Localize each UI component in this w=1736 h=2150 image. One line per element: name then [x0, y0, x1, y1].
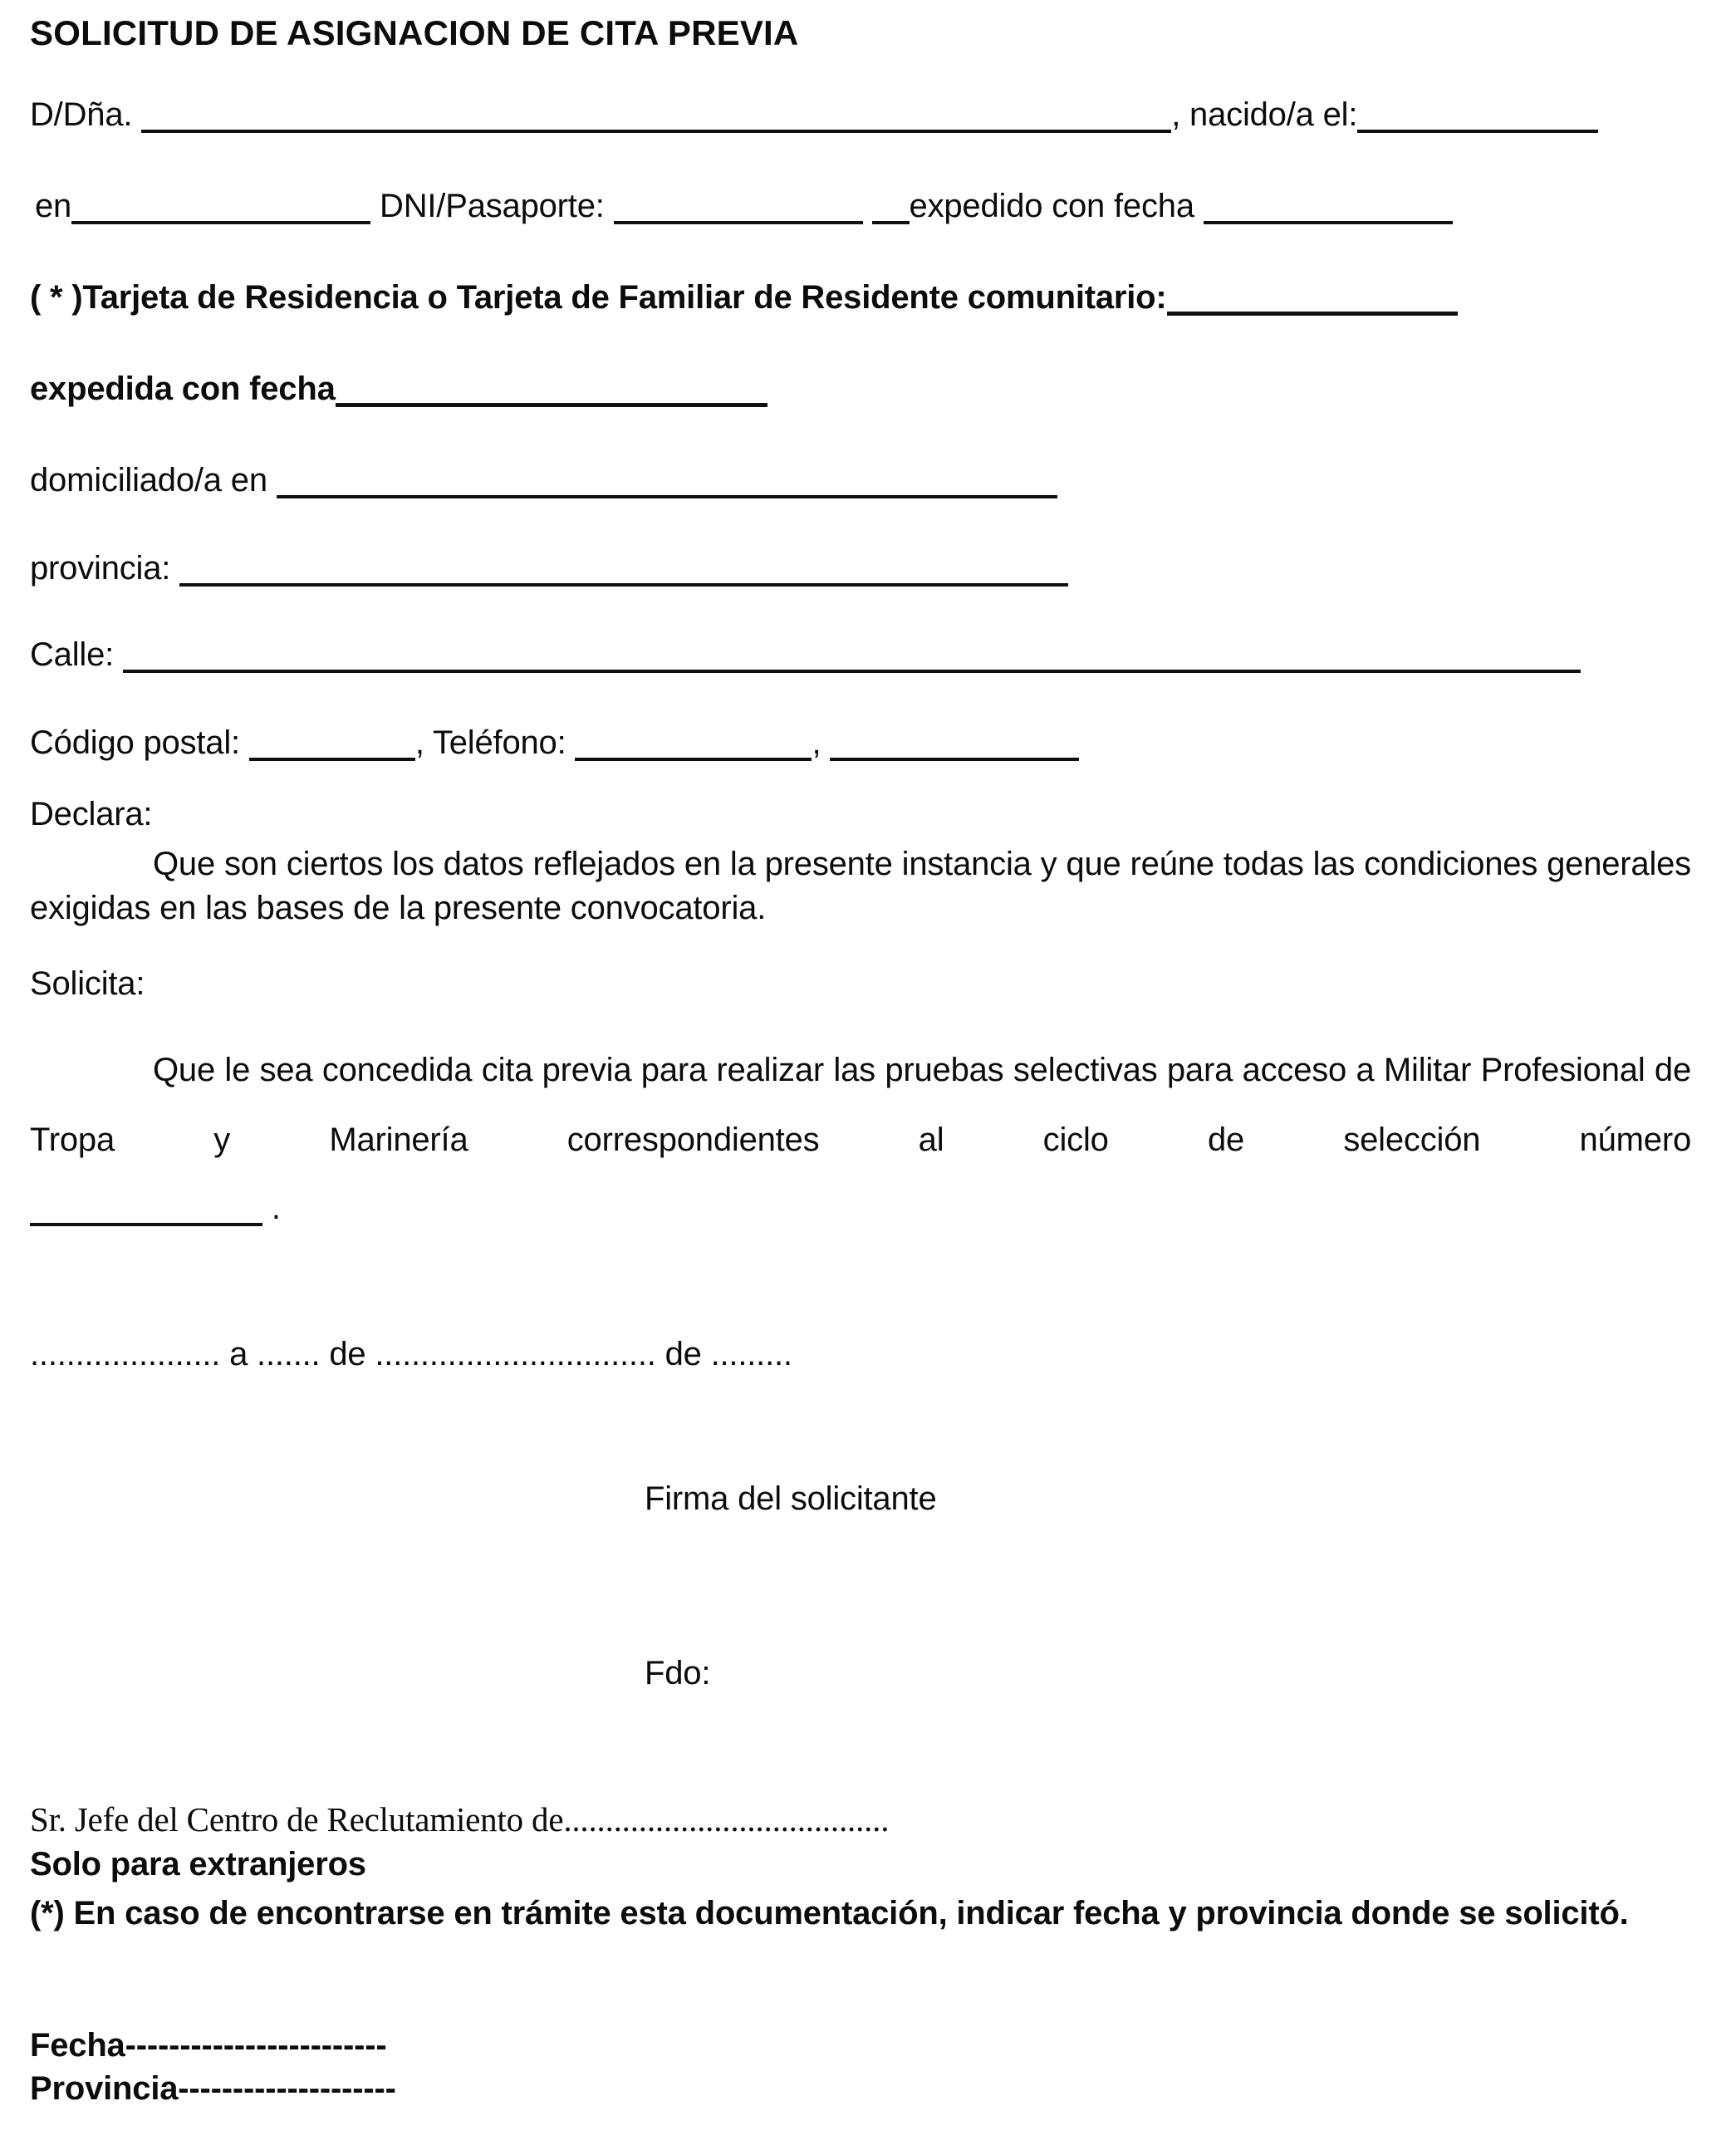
name-line [30, 96, 1598, 134]
period: . [271, 1190, 281, 1226]
addressee-line: Sr. Jefe del Centro de Reclutamiento de....................................... [30, 1800, 890, 1838]
foreigners-heading: Solo para extranjeros [30, 1846, 366, 1882]
province-label: provincia: [30, 550, 171, 587]
card-issue-date-blank [336, 378, 767, 407]
foreigners-note: (*) En caso de encontrarse en trámite esta documentación, indicar fecha y provincia donde se solicitó. [30, 1895, 1629, 1932]
solicita-paragraph: Que le sea concedida cita previa para realizar las pruebas selectivas para acceso a Militar Profesional de Tropa y Marinería correspondientes al ciclo de selección número [30, 1052, 1691, 1158]
birthplace-blank [71, 196, 370, 224]
in-label: en [35, 188, 72, 224]
cycle-number-blank [30, 1198, 262, 1226]
fecha-line: Fecha------------------------ [30, 2027, 387, 2064]
residence-card-line [30, 279, 1458, 317]
solicita-heading: Solicita: [30, 965, 145, 1002]
street-label: Calle: [30, 636, 115, 673]
card-blank [1167, 287, 1458, 316]
dni-label: DNI/Pasaporte: [380, 188, 605, 224]
address-line [30, 462, 1057, 499]
postal-phone-line [30, 724, 1079, 762]
short-blank [872, 196, 910, 224]
dni-blank [614, 196, 863, 224]
street-blank [123, 645, 1581, 673]
birthdate-blank [1357, 105, 1598, 133]
postal-blank [249, 733, 415, 761]
date-place-line: ..................... a ....... de ............................... de ......... [30, 1336, 792, 1372]
issue-date-blank [1204, 196, 1453, 224]
phone2-blank [830, 733, 1079, 761]
declara-paragraph: Que son ciertos los datos reflejados en la presente instancia y que reúne todas las condiciones generales exigidas en las bases de la presente convocatoria. [30, 846, 1691, 926]
birthplace-dni-line [35, 188, 1453, 225]
declara-heading: Declara: [30, 796, 153, 832]
cycle-number-line [30, 1190, 281, 1227]
form-title: SOLICITUD DE ASIGNACION DE CITA PREVIA [30, 13, 799, 52]
signature-caption: Firma del solicitante [645, 1480, 937, 1517]
phone-blank [575, 733, 812, 761]
name-label: D/Dña. [30, 96, 133, 133]
card-label: ( * )Tarjeta de Residencia o Tarjeta de Familiar de Residente comunitario: [30, 279, 1167, 316]
postal-label: Código postal: [30, 724, 240, 761]
name-blank [141, 105, 1171, 133]
address-blank [277, 470, 1057, 498]
signed-by-label: Fdo: [645, 1655, 711, 1691]
issued-card-label: expedida con fecha [30, 371, 336, 407]
street-line [30, 636, 1581, 674]
province-blank [179, 558, 1068, 587]
born-label: , nacido/a el: [1171, 96, 1358, 133]
phone-label: , Teléfono: [414, 724, 566, 761]
issued-label: expedido con fecha [909, 188, 1194, 224]
comma-separator: , [812, 724, 821, 761]
address-label: domiciliado/a en [30, 462, 267, 498]
card-issue-date-line [30, 371, 767, 408]
provincia-line: Provincia-------------------- [30, 2070, 396, 2107]
province-line [30, 550, 1068, 587]
